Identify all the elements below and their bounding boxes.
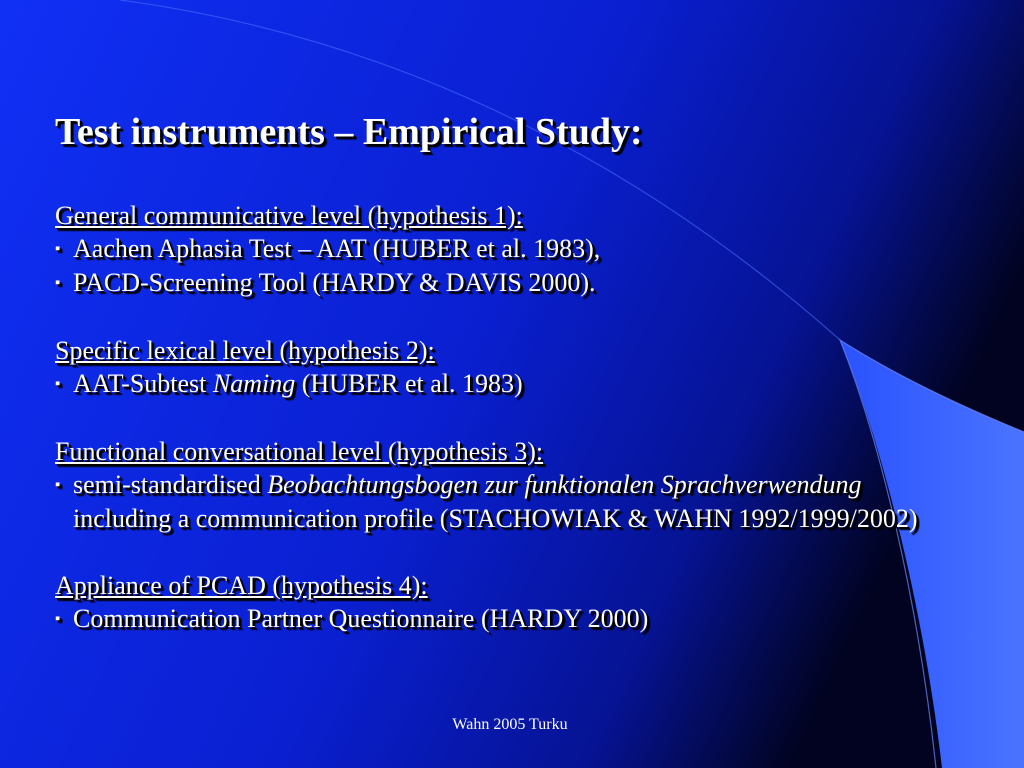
section-hypothesis-1 bbox=[55, 199, 955, 300]
section-heading: Functional conversational level (hypothesis 3): bbox=[55, 437, 544, 466]
section-heading: Specific lexical level (hypothesis 2): bbox=[55, 336, 435, 365]
slide-title: Test instruments – Empirical Study: bbox=[55, 111, 643, 153]
bullet-icon: ▪ bbox=[55, 477, 61, 493]
section-heading: Appliance of PCAD (hypothesis 4): bbox=[55, 571, 428, 600]
slide-content bbox=[55, 108, 955, 670]
list-item: ▪ Communication Partner Questionnaire (HARDY 2000) bbox=[55, 602, 955, 636]
list-item: ▪ AAT-Subtest Naming (HUBER et al. 1983) bbox=[55, 367, 955, 401]
section-heading: General communicative level (hypothesis 1): bbox=[55, 201, 523, 230]
list-item: ▪ Aachen Aphasia Test – AAT (HUBER et al. 1983), bbox=[55, 232, 955, 266]
section-hypothesis-3 bbox=[55, 435, 955, 535]
bullet-icon: ▪ bbox=[55, 611, 61, 627]
list-item: ▪ semi-standardised Beobachtungsbogen zur funktionalen Sprachverwendung including a communication profile (STACHOWIAK & WAHN 1992/1999/2002) bbox=[55, 470, 918, 533]
list-item: ▪ PACD-Screening Tool (HARDY & DAVIS 2000). bbox=[55, 266, 955, 300]
bullet-icon: ▪ bbox=[55, 275, 61, 291]
slide-footer: Wahn 2005 Turku bbox=[452, 716, 568, 733]
section-hypothesis-4 bbox=[55, 569, 955, 636]
bullet-icon: ▪ bbox=[55, 376, 61, 392]
section-hypothesis-2 bbox=[55, 334, 955, 401]
bullet-icon: ▪ bbox=[55, 241, 61, 257]
